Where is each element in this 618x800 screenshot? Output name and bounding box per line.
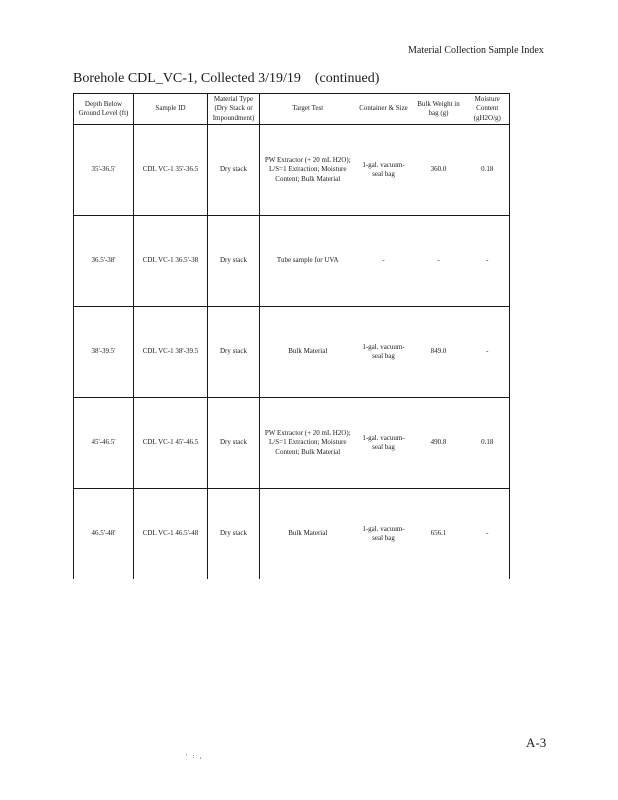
cell-container: 1-gal. vacuum-seal bag xyxy=(356,125,412,216)
column-header-depth: Depth Below Ground Level (ft) xyxy=(74,94,134,125)
column-header-bulk-weight: Bulk Weight in bag (g) xyxy=(412,94,466,125)
cell-material-type: Dry stack xyxy=(208,125,260,216)
cell-bulk-weight: 360.0 xyxy=(412,125,466,216)
cell-moisture: 0.18 xyxy=(466,125,510,216)
cell-material-type: Dry stack xyxy=(208,398,260,489)
cell-depth: 35'-36.5' xyxy=(74,125,134,216)
cell-depth: 38'-39.5' xyxy=(74,307,134,398)
cell-target-test: PW Extractor (+ 20 mL H2O); L/S=1 Extraction; Moisture Content; Bulk Material xyxy=(260,398,356,489)
cell-moisture: - xyxy=(466,307,510,398)
column-header-moisture: Moisture Content (gH2O/g) xyxy=(466,94,510,125)
cell-material-type: Dry stack xyxy=(208,216,260,307)
cell-sample-id: CDL VC-1 38'-39.5 xyxy=(134,307,208,398)
table-header-row xyxy=(74,94,510,125)
cell-moisture: 0.18 xyxy=(466,398,510,489)
cell-material-type: Dry stack xyxy=(208,489,260,580)
cell-bulk-weight: 490.8 xyxy=(412,398,466,489)
cell-container: 1-gal. vacuum-seal bag xyxy=(362,524,405,542)
cell-sample-id: CDL VC-1 36.5'-38 xyxy=(134,216,208,307)
column-header-container: Container & Size xyxy=(356,94,412,125)
cell-moisture: - xyxy=(466,489,510,580)
running-header: Material Collection Sample Index xyxy=(408,45,544,56)
cell-target-test: Bulk Material xyxy=(288,529,328,538)
table-row xyxy=(74,398,510,489)
cell-depth: 46.5'-48' xyxy=(74,489,134,580)
column-header-sample-id: Sample ID xyxy=(134,94,208,125)
table-row xyxy=(74,216,510,307)
cell-target-test: PW Extractor (+ 20 mL H2O); L/S=1 Extraction; Moisture Content; Bulk Material xyxy=(260,125,356,216)
cell-sample-id: CDL VC-1 35'-36.5 xyxy=(134,125,208,216)
cell-material-type: Dry stack xyxy=(208,307,260,398)
section-title-text: Borehole CDL_VC-1, Collected 3/19/19 xyxy=(73,71,301,86)
sample-index-table xyxy=(73,93,510,579)
cell-sample-id: CDL VC-1 46.5'-48 xyxy=(134,489,208,580)
table-row xyxy=(74,125,510,216)
cell-bulk-weight: 849.0 xyxy=(412,307,466,398)
column-header-material-type: Material Type (Dry Stack or Impoundment) xyxy=(208,94,260,125)
footer-mark: ' : , xyxy=(186,754,204,760)
table-row xyxy=(74,307,510,398)
cell-target-test: Bulk Material xyxy=(260,307,356,398)
cell-sample-id: CDL VC-1 45'-46.5 xyxy=(134,398,208,489)
section-title-suffix: (continued) xyxy=(314,71,380,86)
cell-moisture: - xyxy=(466,216,510,307)
cell-bulk-weight: 656.1 xyxy=(430,529,447,538)
cell-container: 1-gal. vacuum-seal bag xyxy=(356,398,412,489)
cell-bulk-weight: - xyxy=(412,216,466,307)
page-number: A-3 xyxy=(526,735,547,750)
cell-depth: 36.5'-38' xyxy=(74,216,134,307)
column-header-target-test: Target Test xyxy=(260,94,356,125)
table-row xyxy=(74,489,510,580)
cell-target-test: Tube sample for UVA xyxy=(260,216,356,307)
section-title xyxy=(73,71,379,87)
cell-depth: 45'-46.5' xyxy=(74,398,134,489)
cell-container: - xyxy=(356,216,412,307)
cell-container: 1-gal. vacuum-seal bag xyxy=(356,307,412,398)
